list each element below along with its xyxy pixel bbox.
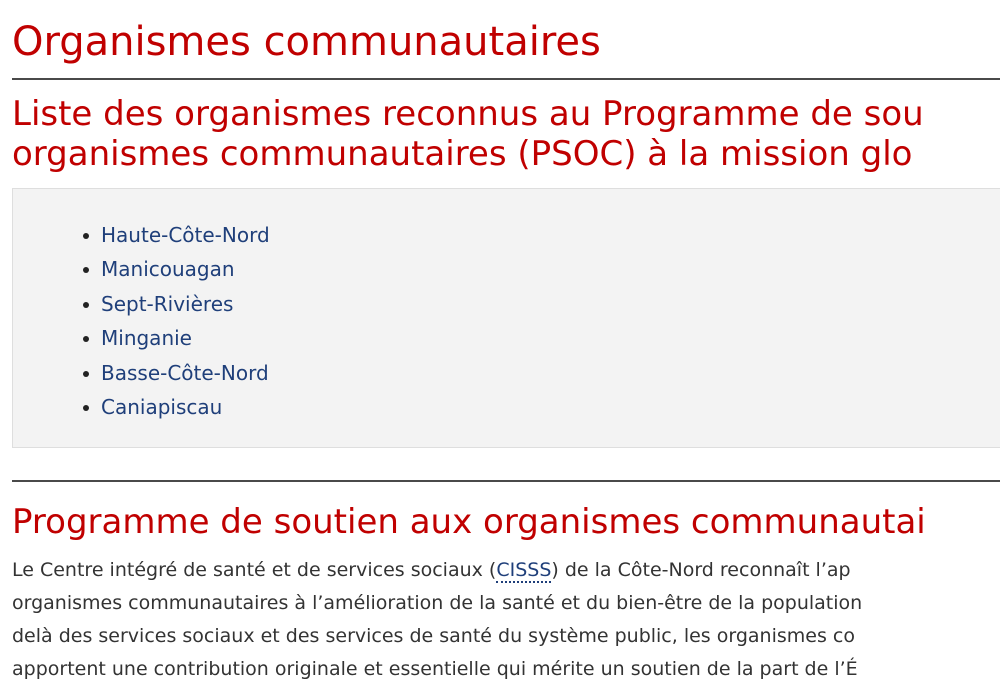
region-link-basse-cote-nord[interactable]: Basse-Côte-Nord <box>101 360 269 385</box>
program-paragraph <box>12 554 1000 686</box>
region-item-basse-cote-nord <box>79 356 270 390</box>
region-item-haute-cote-nord <box>79 218 270 252</box>
region-link-caniapiscau[interactable]: Caniapiscau <box>101 395 223 420</box>
bullet-icon <box>83 405 89 411</box>
regions-box <box>12 188 1000 448</box>
program-heading: Programme de soutien aux organismes communautai <box>12 502 926 542</box>
page-content <box>12 0 1000 686</box>
region-link-minganie[interactable]: Minganie <box>101 326 192 351</box>
region-link-haute-cote-nord[interactable]: Haute-Côte-Nord <box>101 223 270 247</box>
bullet-icon <box>83 371 89 377</box>
bullet-icon <box>83 302 89 308</box>
region-item-minganie <box>79 321 270 355</box>
regions-list <box>79 218 270 424</box>
bullet-icon <box>83 267 89 273</box>
region-item-sept-rivieres <box>79 287 270 321</box>
region-item-manicouagan <box>79 252 270 286</box>
paragraph-line3: delà des services sociaux et des services de santé du système public, les organismes co <box>12 625 855 647</box>
section-divider <box>12 480 1000 482</box>
region-item-caniapiscau <box>79 390 270 424</box>
paragraph-line4: apportent une contribution originale et essentielle qui mérite un soutien de la part de l’É <box>12 658 858 680</box>
bullet-icon <box>83 233 89 239</box>
psoc-list-heading-line2: organismes communautaires (PSOC) à la mission glo <box>12 134 913 174</box>
psoc-list-heading-line1: Liste des organismes reconnus au Programme de sou <box>12 94 924 134</box>
page-title: Organismes communautaires <box>12 19 601 65</box>
paragraph-line1-start: Le Centre intégré de santé et de services sociaux ( <box>12 559 497 581</box>
cisss-abbreviation[interactable]: CISSS <box>496 559 552 581</box>
title-divider <box>12 78 1000 80</box>
bullet-icon <box>83 336 89 342</box>
paragraph-line2: organismes communautaires à l’amélioration de la santé et du bien-être de la population <box>12 592 863 614</box>
region-link-sept-rivieres[interactable]: Sept-Rivières <box>101 291 234 316</box>
psoc-list-heading <box>12 94 1000 174</box>
paragraph-line1-end: ) de la Côte-Nord reconnaît l’ap <box>551 559 851 581</box>
region-link-manicouagan[interactable]: Manicouagan <box>101 257 235 282</box>
